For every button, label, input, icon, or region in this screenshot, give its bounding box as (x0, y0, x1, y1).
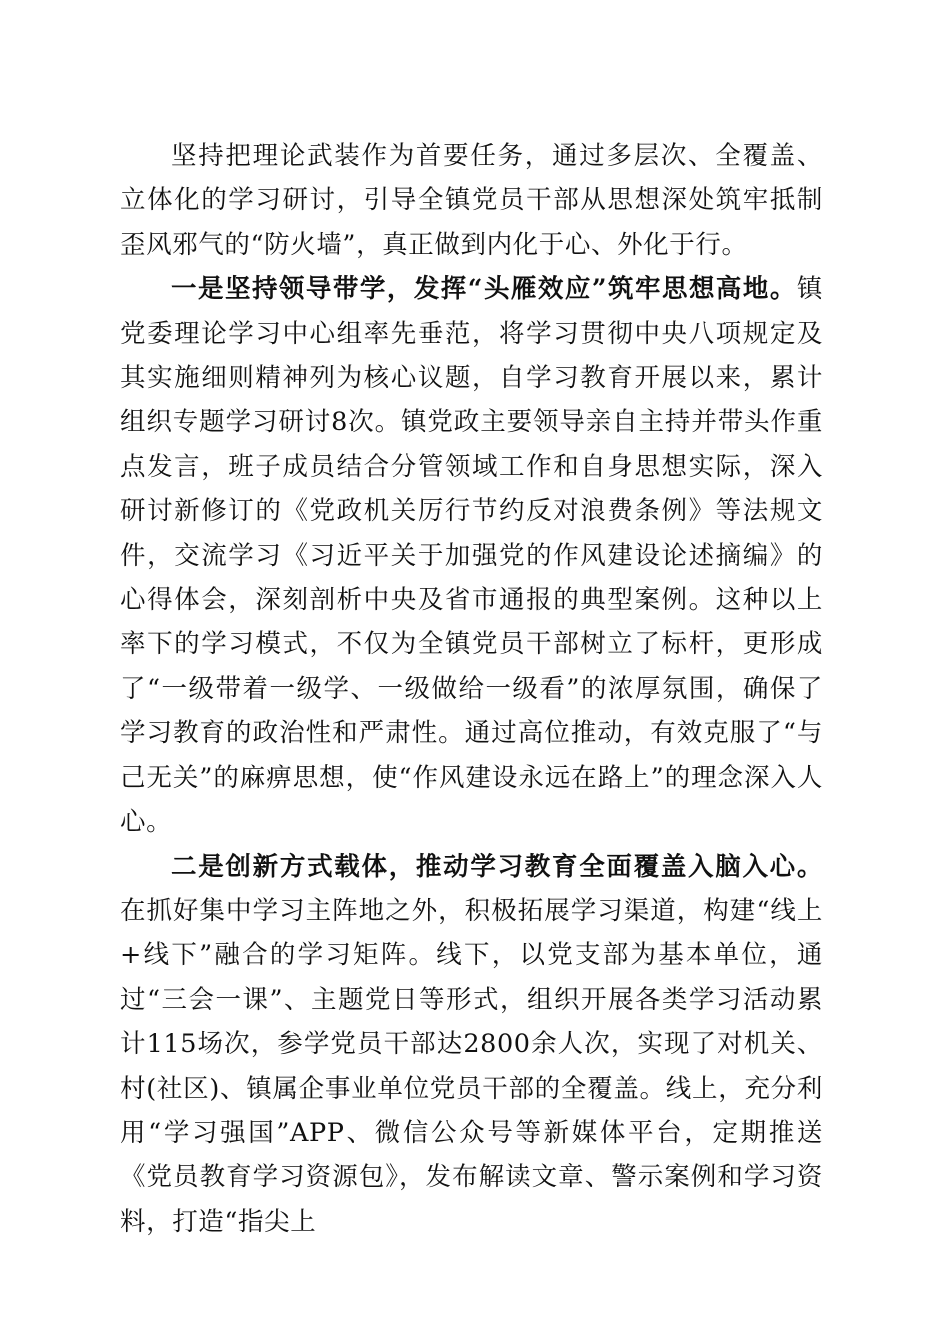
paragraph-text: 坚持把理论武装作为首要任务，通过多层次、全覆盖、立体化的学习研讨，引导全镇党员干部从思想深处筑牢抵制歪风邪气的“防火墙”，真正做到内化于心、外化于行。 (120, 141, 823, 260)
paragraph-leadership-study (120, 267, 823, 844)
paragraph-lead: 一是坚持领导带学，发挥“头雁效应”筑牢思想高地。 (171, 274, 797, 305)
paragraph-text: 镇党委理论学习中心组率先垂范，将学习贯彻中央八项规定及其实施细则精神列为核心议题，自学习教育开展以来，累计组织专题学习研讨8次。镇党政主要领导亲自主持并带头作重点发言，班子成员结合分管领域工作和自身思想实际，深入研讨新修订的《党政机关厉行节约反对浪费条例》等法规文件，交流学习《习近平关于加强党的作风建设论述摘编》的心得体会，深刻剖析中央及省市通报的典型案例。这种以上率下的学习模式，不仅为全镇党员干部树立了标杆，更形成了“一级带着一级学、一级做给一级看”的浓厚氛围，确保了学习教育的政治性和严肃性。通过高位推动，有效克服了“与己无关”的麻痹思想，使“作风建设永远在路上”的理念深入人心。 (120, 274, 823, 838)
paragraph-innovative-methods (120, 845, 823, 1245)
paragraph-text: 在抓好集中学习主阵地之外，积极拓展学习渠道，构建“线上+线下”融合的学习矩阵。线下，以党支部为基本单位，通过“三会一课”、主题党日等形式，组织开展各类学习活动累计115场次，参学党员干部达2800余人次，实现了对机关、村(社区)、镇属企事业单位党员干部的全覆盖。线上，充分利用“学习强国”APP、微信公众号等新媒体平台，定期推送《党员教育学习资源包》，发布解读文章、警示案例和学习资料，打造“指尖上 (120, 895, 823, 1237)
document-body (120, 134, 823, 1244)
paragraph-lead: 二是创新方式载体，推动学习教育全面覆盖入脑入心。 (171, 851, 823, 882)
paragraph-intro (120, 134, 823, 267)
